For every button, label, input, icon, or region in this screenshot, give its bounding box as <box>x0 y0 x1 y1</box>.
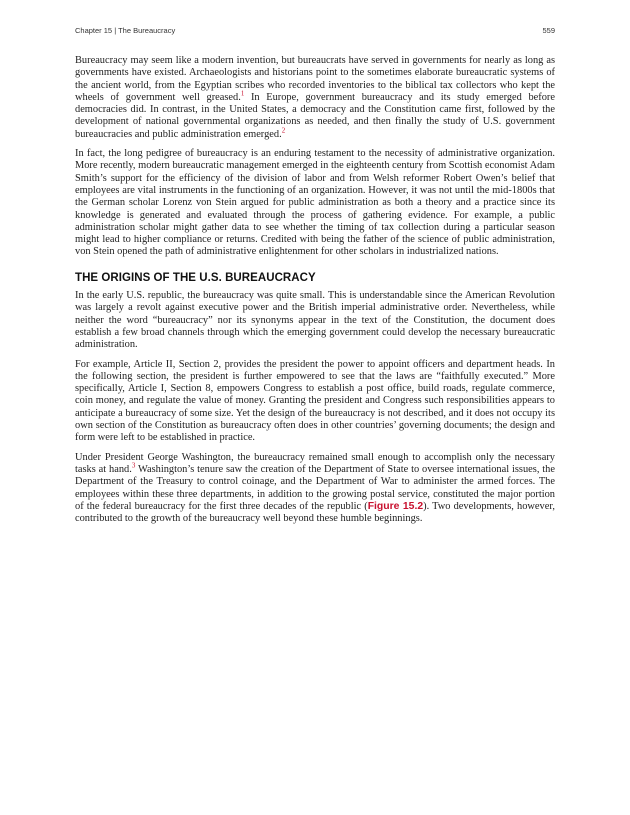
paragraph-1-text-b: In Europe, government bureaucracy and its study emerged before democracies did. In contrast, in the United States, a democracy and the Constitution came first, followed by the development of national governmental organizations as needed, and then finally the study of U.S. government bureaucracies and public administration emerged. <box>75 91 555 140</box>
running-header <box>75 26 555 38</box>
paragraph-5-text-c: ). Two developments, however, contributed to the growth of the bureaucracy well beyond these humble beginnings. <box>75 500 555 525</box>
paragraph-4: For example, Article II, Section 2, provides the president the power to appoint officers and department heads. In the following section, the president is further empowered to see that the laws are “faithfully executed.” More specifically, Article I, Section 8, empowers Congress to establish a post office, build roads, regulate commerce, coin money, and regulate the value of money. Granting the president and Congress such responsibilities appears to anticipate a bureaucracy of some size. Yet the design of the bureaucracy is not described, and it does not occupy its own section of the Constitution as bureaucracy often does in other countries’ governing documents; the design and form were left to be established in practice. <box>75 358 555 444</box>
footnote-ref-2[interactable]: 2 <box>281 126 286 135</box>
body-text <box>75 55 555 532</box>
paragraph-1 <box>75 55 555 141</box>
figure-link[interactable]: Figure 15.2 <box>367 500 424 512</box>
chapter-title: Chapter 15 | The Bureaucracy <box>75 26 176 35</box>
page-number: 559 <box>542 26 555 35</box>
paragraph-5-text-b: Washington’s tenure saw the creation of the Department of State to oversee international issues, the Department of the Treasury to control coinage, and the Department of War to administer the armed forces. The employees within these three departments, in addition to the growing postal service, constituted the major portion of the federal bureaucracy for the first three decades of the republic ( <box>75 463 555 512</box>
section-heading: THE ORIGINS OF THE U.S. BUREAUCRACY <box>75 271 316 284</box>
paragraph-3: In the early U.S. republic, the bureaucracy was quite small. This is understandable since the American Revolution was largely a revolt against executive power and the British imperial administrative order. Nevertheless, while neither the word “bureaucracy” nor its synonyms appear in the text of the Constitution, the document does establish a few broad channels through which the emerging government could develop the necessary bureaucratic administration. <box>75 290 555 351</box>
footnote-ref-3[interactable]: 3 <box>131 461 136 470</box>
paragraph-5 <box>75 452 555 526</box>
paragraph-5-text-a: Under President George Washington, the bureaucracy remained small enough to accomplish only the necessary tasks at hand. <box>75 451 555 475</box>
footnote-ref-1[interactable]: 1 <box>240 89 245 98</box>
paragraph-2: In fact, the long pedigree of bureaucracy is an enduring testament to the necessity of administrative organization. More recently, modern bureaucratic management emerged in the eighteenth century from Scottish economist Adam Smith’s support for the efficiency of the division of labor and from Welsh reformer Robert Owen’s belief that employees are vital instruments in the functioning of an organization. However, it was not until the mid-1800s that the German scholar Lorenz von Stein argued for public administration as both a theory and a practice since its knowledge is generated and evaluated through the process of gathering evidence. For example, a public administration scholar might gather data to see whether the timing of tax collection during a particular season might lead to higher compliance or returns. Credited with being the father of the science of public administration, von Stein opened the path of administrative enlightenment for other scholars in industrialized nations. <box>75 148 555 258</box>
paragraph-1-text-a: Bureaucracy may seem like a modern invention, but bureaucrats have served in governments for nearly as long as governments have existed. Archaeologists and historians point to the sometimes elaborate bureaucratic systems of the ancient world, from the Egyptian scribes who recorded inventories to the biblical tax collectors who kept the wheels of government well greased. <box>75 55 555 103</box>
